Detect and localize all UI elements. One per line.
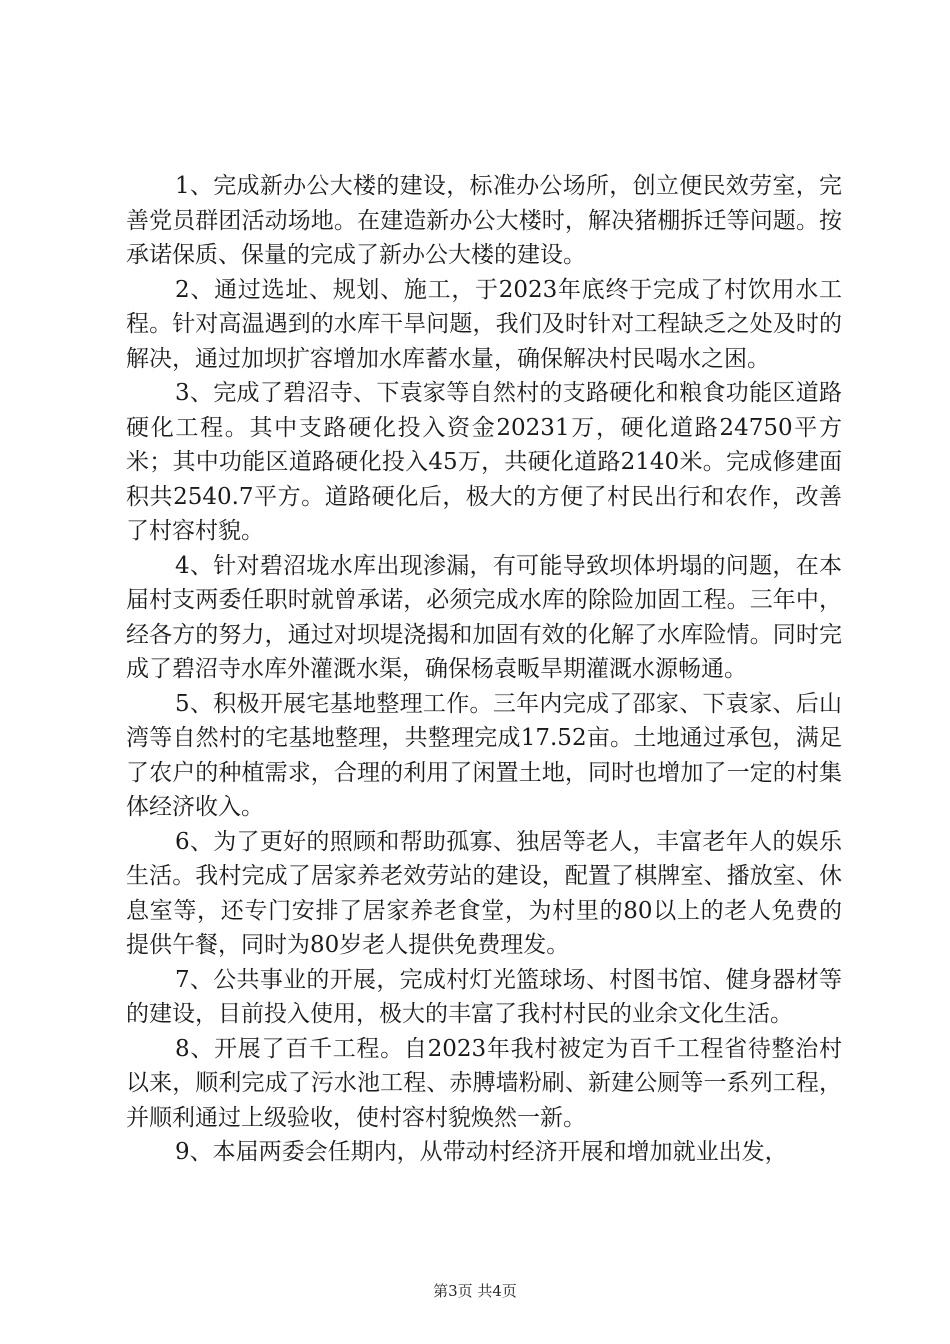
- paragraph-2: 2、通过选址、规划、施工，于2023年底终于完成了村饮用水工程。针对高温遇到的水库干旱问题，我们及时针对工程缺乏之处及时的解决，通过加坝扩容增加水库蓄水量，确保解决村民喝水之困。: [126, 276, 842, 372]
- page-footer: 第3页 共4页: [433, 1282, 517, 1300]
- paragraph-7: 7、公共事业的开展，完成村灯光篮球场、村图书馆、健身器材等的建设，目前投入使用，极大的丰富了我村村民的业余文化生活。: [126, 966, 842, 1027]
- paragraph-8: 8、开展了百千工程。自2023年我村被定为百千工程省待整治村以来，顺利完成了污水池工程、赤膊墙粉刷、新建公厕等一系列工程，并顺利通过上级验收，使村容村貌焕然一新。: [126, 1035, 842, 1131]
- paragraph-4: 4、针对碧沼垅水库出现渗漏，有可能导致坝体坍塌的问题，在本届村支两委任职时就曾承诺，必须完成水库的除险加固工程。三年中，经各方的努力，通过对坝堤浇揭和加固有效的化解了水库险情。同时完成了碧沼寺水库外灌溉水渠，确保杨袁畈旱期灌溉水源畅通。: [126, 552, 842, 682]
- paragraph-5: 5、积极开展宅基地整理工作。三年内完成了邵家、下袁家、后山湾等自然村的宅基地整理，共整理完成17.52亩。土地通过承包，满足了农户的种植需求，合理的利用了闲置土地，同时也增加了一定的村集体经济收入。: [126, 690, 842, 820]
- paragraph-9: 9、本届两委会任期内，从带动村经济开展和增加就业出发，: [175, 1139, 788, 1165]
- paragraph-3: 3、完成了碧沼寺、下袁家等自然村的支路硬化和粮食功能区道路硬化工程。其中支路硬化投入资金20231万，硬化道路24750平方米；其中功能区道路硬化投入45万，共硬化道路2140米。完成修建面积共2540.7平方。道路硬化后，极大的方便了村民出行和农作，改善了村容村貌。: [126, 380, 842, 544]
- paragraph-6: 6、为了更好的照顾和帮助孤寡、独居等老人，丰富老年人的娱乐生活。我村完成了居家养老效劳站的建设，配置了棋牌室、播放室、休息室等，还专门安排了居家养老食堂，为村里的80以上的老人免费的提供午餐，同时为80岁老人提供免费理发。: [126, 828, 842, 958]
- document-body: [126, 169, 842, 1170]
- paragraph-1: 1、完成新办公大楼的建设，标准办公场所，创立便民效劳室，完善党员群团活动场地。在建造新办公大楼时，解决猪棚拆迁等问题。按承诺保质、保量的完成了新办公大楼的建设。: [126, 173, 842, 268]
